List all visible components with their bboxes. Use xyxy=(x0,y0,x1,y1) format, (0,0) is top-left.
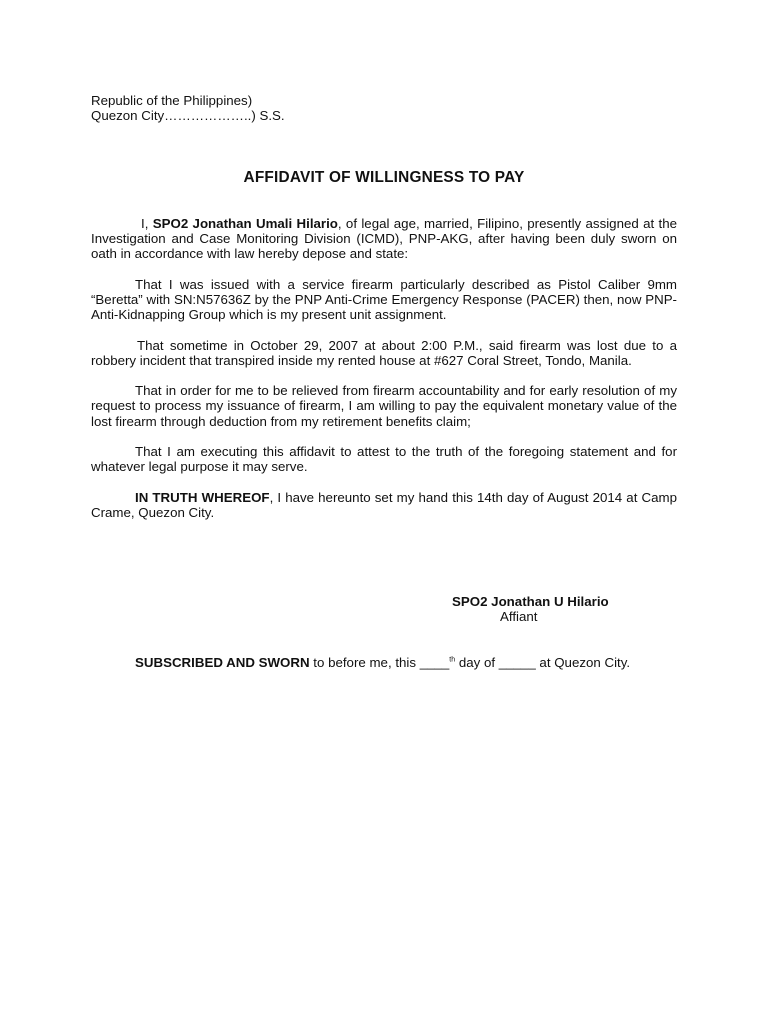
intro-prefix: I, xyxy=(141,216,153,231)
affidavit-body xyxy=(91,216,677,535)
paragraph-firearm-issued: That I was issued with a service firearm particularly described as Pistol Caliber 9mm “Beretta” with SN:N57636Z by the PNP Anti-Crime Emergency Response (PACER) then, now PNP-Anti-Kidnapping Group which is my present unit assignment. xyxy=(91,276,677,323)
jurat-superscript: th xyxy=(449,656,456,664)
jurat-paragraph xyxy=(91,655,677,670)
jurat-text-1: to before me, this ____ xyxy=(309,655,450,670)
affiant-name-bold: SPO2 Jonathan Umali Hilario xyxy=(152,216,338,231)
signature-block xyxy=(452,594,609,624)
truth-whereof-text: , I have hereunto set my hand this 14th day of August 2014 at Camp Crame, Quezon City. xyxy=(91,489,677,520)
venue-block xyxy=(91,93,285,123)
paragraph-affiant-intro xyxy=(91,216,677,262)
paragraph-purpose: That I am executing this affidavit to attest to the truth of the foregoing statement and for whatever legal purpose it may serve. xyxy=(91,443,677,475)
paragraph-truth-whereof xyxy=(91,490,677,520)
jurat-text-2: day of _____ at Quezon City. xyxy=(455,655,631,670)
venue-line-city: Quezon City………………..) S.S. xyxy=(91,108,285,123)
venue-line-republic: Republic of the Philippines) xyxy=(91,93,253,108)
paragraph-firearm-lost: That sometime in October 29, 2007 at about 2:00 P.M., said firearm was lost due to a robbery incident that transpired inside my rented house at #627 Coral Street, Tondo, Manila. xyxy=(91,337,677,368)
signature-role: Affiant xyxy=(500,609,538,625)
paragraph-willingness: That in order for me to be relieved from firearm accountability and for early resolution of my request to process my issuance of firearm, I am willing to pay the equivalent monetary value of the lost firearm through deduction from my retirement benefits claim; xyxy=(91,383,677,429)
signature-name: SPO2 Jonathan U Hilario xyxy=(452,594,609,609)
jurat-lead: SUBSCRIBED AND SWORN xyxy=(135,655,310,670)
truth-whereof-lead: IN TRUTH WHEREOF xyxy=(135,489,270,505)
document-title: AFFIDAVIT OF WILLINGNESS TO PAY xyxy=(243,169,525,186)
intro-text: , of legal age, married, Filipino, presently assigned at the Investigation and Case Monitoring Division (ICMD), PNP-AKG, after having been duly sworn on oath in accordance with law hereby depose and state: xyxy=(91,216,677,262)
